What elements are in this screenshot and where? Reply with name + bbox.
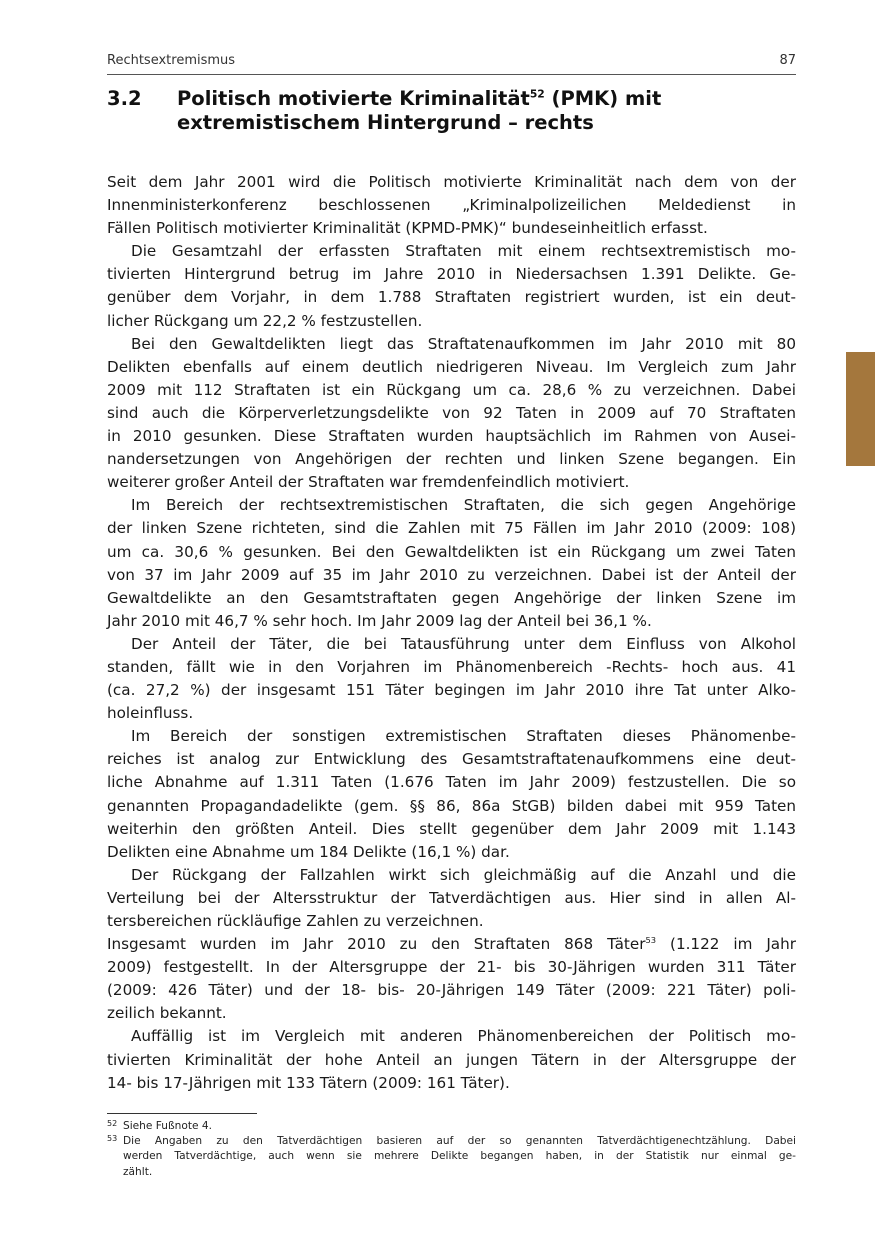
body-line: 14- bis 17-Jährigen mit 133 Tätern (2009: 161 Täter).: [107, 1073, 510, 1092]
body-line: 2009) festgestellt. In der Altersgruppe der 21- bis 30-Jährigen wurden 311 Täter: [107, 958, 796, 977]
body-line: [107, 933, 796, 956]
body-line: Im Bereich der sonstigen extremistischen Straftaten dieses Phänomenbe-: [131, 727, 796, 746]
body-line: reiches ist analog zur Entwicklung des Gesamtstraftatenaufkommens eine deut-: [107, 750, 796, 769]
body-line: holeinfluss.: [107, 704, 194, 723]
body-line: Seit dem Jahr 2001 wird die Politisch motivierte Kriminalität nach dem von der: [107, 173, 796, 191]
footnote-text: Die Angaben zu den Tatverdächtigen basieren auf der so genannten Tatverdächtigenechtzählung. Dabei: [123, 1135, 796, 1148]
body-line: liche Abnahme auf 1.311 Taten (1.676 Taten im Jahr 2009) festzustellen. Die so: [107, 773, 796, 792]
body-line: Gewaltdelikte an den Gesamtstraftaten gegen Angehörige der linken Szene im: [107, 588, 796, 607]
page-number: 87: [779, 53, 796, 68]
footnote-mark: 52: [107, 1119, 118, 1128]
body-line: genüber dem Vorjahr, in dem 1.788 Straftaten registriert wurden, ist ein deut-: [107, 288, 796, 307]
body-line: Jahr 2010 mit 46,7 % sehr hoch. Im Jahr 2009 lag der Anteil bei 36,1 %.: [107, 611, 652, 630]
body-line: in 2010 gesunken. Diese Straftaten wurden hauptsächlich im Rahmen von Ausei-: [107, 427, 796, 446]
body-line: (2009: 426 Täter) und der 18- bis- 20-Jährigen 149 Täter (2009: 221 Täter) poli-: [107, 981, 796, 1000]
footnote-text: Siehe Fußnote 4.: [123, 1120, 213, 1132]
footnote-52: [107, 1119, 796, 1134]
section-title-line-2: extremistischem Hintergrund – rechts: [177, 111, 594, 134]
section-title-part: (PMK) mit: [544, 87, 662, 110]
body-line: um ca. 30,6 % gesunken. Bei den Gewaltdelikten ist ein Rückgang um zwei Taten: [107, 542, 796, 561]
body-line: 2009 mit 112 Straftaten ist ein Rückgang um ca. 28,6 % zu verzeichnen. Dabei: [107, 380, 796, 399]
body-line: Der Anteil der Täter, die bei Tatausführung unter dem Einfluss von Alkohol: [131, 634, 796, 653]
body-line: Bei den Gewaltdelikten liegt das Straftatenaufkommen im Jahr 2010 mit 80: [131, 334, 796, 353]
body-line: Im Bereich der rechtsextremistischen Straftaten, die sich gegen Angehörige: [131, 496, 796, 515]
body-line: nandersetzungen von Angehörigen der rechten und linken Szene begangen. Ein: [107, 450, 796, 469]
body-line: Die Gesamtzahl der erfassten Straftaten mit einem rechtsextremistisch mo-: [131, 242, 796, 261]
body-line: Der Rückgang der Fallzahlen wirkt sich gleichmäßig auf die Anzahl und die: [131, 865, 796, 884]
body-line: der linken Szene richteten, sind die Zahlen mit 75 Fällen im Jahr 2010 (2009: 108): [107, 519, 796, 538]
section-title-part: Politisch motivierte Kriminalität: [177, 87, 530, 110]
body-line-part: Insgesamt wurden im Jahr 2010 zu den Straftaten 868 Täter: [107, 935, 646, 954]
body-line: von 37 im Jahr 2009 auf 35 im Jahr 2010 zu verzeichnen. Dabei ist der Anteil der: [107, 565, 796, 584]
body-line: Fällen Politisch motivierter Kriminalität (KPMD-PMK)“ bundeseinheitlich erfasst.: [107, 219, 708, 238]
body-line: zeilich bekannt.: [107, 1004, 227, 1023]
body-line: genannten Propagandadelikte (gem. §§ 86, 86a StGB) bilden dabei mit 959 Taten: [107, 796, 796, 815]
body-line: weiterer großer Anteil der Straftaten war fremdenfeindlich motiviert.: [107, 473, 630, 492]
body-text: [107, 171, 796, 1095]
body-line: tivierten Kriminalität der hohe Anteil an jungen Tätern in der Altersgruppe der: [107, 1050, 796, 1069]
body-line: (ca. 27,2 %) der insgesamt 151 Täter begingen im Jahr 2010 ihre Tat unter Alko-: [107, 681, 796, 700]
section-number: 3.2: [107, 87, 142, 110]
running-header: [107, 52, 796, 75]
section-title-line-1: [177, 87, 797, 111]
footnote-53: [107, 1134, 796, 1180]
section-title: [177, 87, 797, 135]
body-line: sind auch die Körperverletzungsdelikte von 92 Taten in 2009 auf 70 Straftaten: [107, 403, 796, 422]
running-head-title: Rechtsextremismus: [107, 53, 236, 68]
body-line: Innenministerkonferenz beschlossenen „Kriminalpolizeilichen Meldedienst in: [107, 196, 796, 215]
body-line: tivierten Hintergrund betrug im Jahre 2010 in Niedersachsen 1.391 Delikte. Ge-: [107, 265, 796, 284]
footnotes: [107, 1119, 796, 1180]
body-line: standen, fällt wie in den Vorjahren im Phänomenbereich -Rechts- hoch aus. 41: [107, 657, 796, 676]
footnote-mark: 53: [107, 1134, 118, 1144]
body-line: Delikten ebenfalls auf einem deutlich niedrigeren Niveau. Im Vergleich zum Jahr: [107, 357, 796, 376]
footnote-text: werden Tatverdächtige, auch wenn sie mehrere Delikte begangen haben, in der Statistik nur einmal ge-: [123, 1150, 796, 1163]
body-line-part: (1.122 im Jahr: [656, 935, 796, 954]
body-line: weiterhin den größten Anteil. Dies stellt gegenüber dem Jahr 2009 mit 1.143: [107, 819, 796, 838]
chapter-tab-marker: [846, 352, 875, 466]
body-line: Verteilung bei der Altersstruktur der Tatverdächtigen aus. Hier sind in allen Al-: [107, 888, 796, 907]
footnote-separator: [107, 1113, 257, 1114]
body-line: tersbereichen rückläufige Zahlen zu verzeichnen.: [107, 912, 484, 930]
footnote-ref-52[interactable]: 52: [529, 87, 545, 101]
body-line: licher Rückgang um 22,2 % festzustellen.: [107, 311, 423, 330]
footnote-ref-53[interactable]: 53: [645, 935, 657, 946]
body-line: Auffällig ist im Vergleich mit anderen Phänomenbereichen der Politisch mo-: [131, 1027, 796, 1046]
body-line: Delikten eine Abnahme um 184 Delikte (16,1 %) dar.: [107, 842, 510, 861]
footnote-text: zählt.: [123, 1165, 153, 1178]
